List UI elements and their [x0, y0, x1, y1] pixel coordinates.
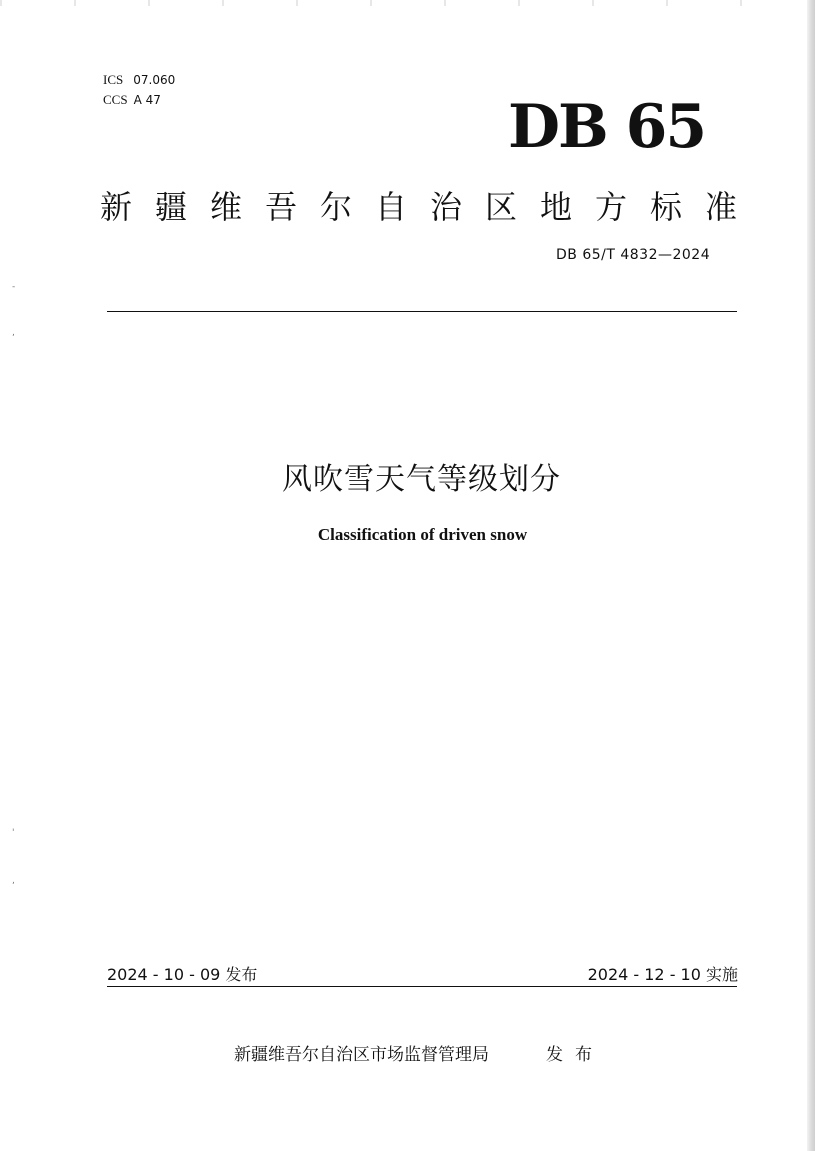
scan-artifact-top [0, 0, 815, 6]
effective-date: 2024 - 12 - 10 实施 [587, 965, 738, 984]
ics-label: ICS [103, 72, 124, 87]
ccs-label: CCS [103, 92, 128, 107]
standard-category-title: 新疆维吾尔自治区地方标准 [100, 188, 761, 226]
footer-divider [107, 986, 737, 987]
ics-code [103, 70, 175, 90]
header-divider [107, 311, 737, 312]
db65-logo: DB 65 [508, 92, 706, 162]
ccs-code [103, 90, 175, 110]
ics-value: 07.060 [133, 73, 176, 87]
margin-mark: ' [12, 828, 15, 838]
ccs-value: A 47 [133, 93, 161, 107]
margin-mark: - [12, 282, 16, 292]
classification-codes [103, 70, 175, 110]
margin-mark: , [12, 876, 15, 886]
document-title-english: Classification of driven snow [317, 525, 528, 544]
margin-mark: , [12, 328, 15, 338]
standard-number: DB 65/T 4832—2024 [556, 247, 711, 263]
issuing-authority: 新疆维吾尔自治区市场监督管理局 [234, 1045, 489, 1065]
scan-artifact-edge [807, 0, 815, 1151]
issue-label: 发布 [546, 1045, 604, 1065]
publish-date: 2024 - 10 - 09 发布 [107, 965, 258, 984]
document-title-chinese: 风吹雪天气等级划分 [282, 462, 561, 497]
